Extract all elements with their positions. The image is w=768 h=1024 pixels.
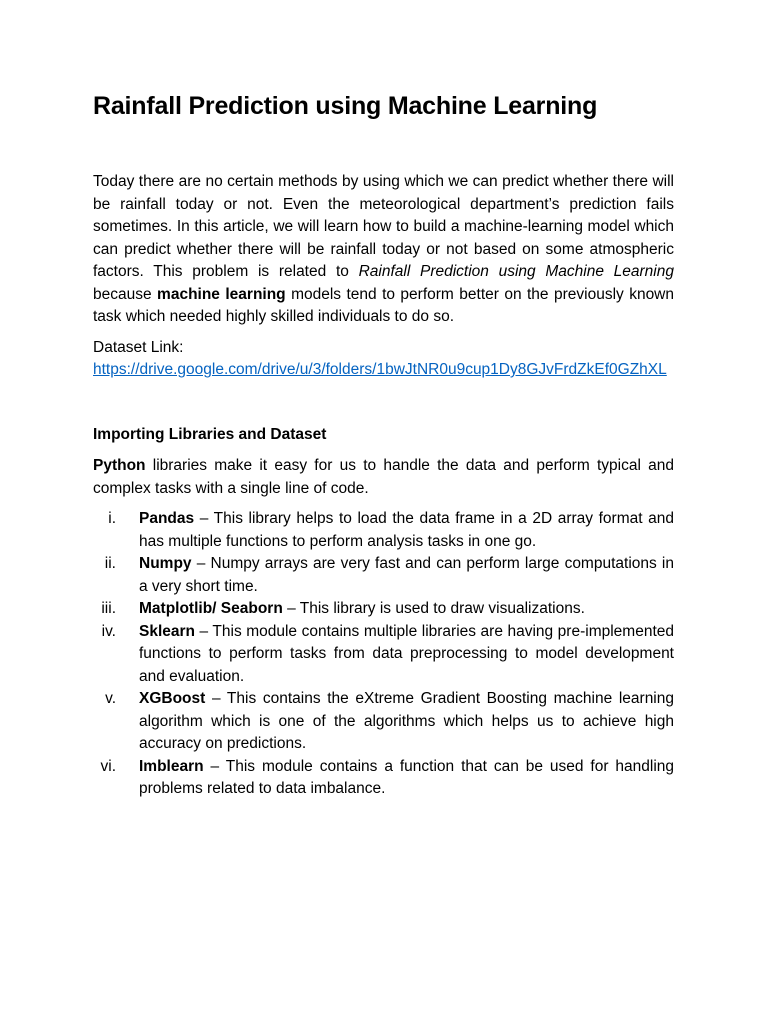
libraries-intro-bold: Python: [93, 457, 146, 474]
libraries-list: [93, 508, 674, 801]
library-description: – This module contains multiple libraries are having pre-implemented functions to perform tasks from data preprocessing to model development and evaluation.: [139, 622, 674, 685]
intro-bold-term: machine learning: [157, 285, 286, 303]
list-item: [93, 756, 674, 801]
list-item: [93, 598, 674, 621]
intro-text-1: Today there are no certain methods by using which we can predict whether there will be rainfall today or not. Even the meteorological department’s prediction fails sometimes. In this article, we will learn how to build a machine-learning model which can predict whether there will be rainfall today or not based on some atmospheric factors. This problem is related to: [93, 173, 674, 280]
libraries-intro: [93, 455, 674, 500]
intro-text-3: models tend to perform better on the previously known task which needed highly skilled individuals to do so.: [93, 285, 674, 325]
dataset-link-label: Dataset Link:: [93, 338, 184, 356]
list-item: [93, 688, 674, 756]
list-item: [93, 553, 674, 598]
list-number: v.: [105, 690, 116, 707]
library-name: Matplotlib/ Seaborn: [139, 600, 283, 617]
library-description: – This library helps to load the data frame in a 2D array format and has multiple functions to perform analysis tasks in one go.: [139, 510, 674, 550]
dataset-link[interactable]: https://drive.google.com/drive/u/3/folders/1bwJtNR0u9cup1Dy8GJvFrdZkEf0GZhXL: [93, 361, 667, 378]
document-title: Rainfall Prediction using Machine Learning: [93, 92, 598, 120]
intro-paragraph: [93, 171, 674, 329]
section-heading: Importing Libraries and Dataset: [93, 425, 327, 443]
intro-text-2: because: [93, 285, 158, 303]
library-name: Sklearn: [139, 622, 196, 640]
libraries-intro-text: libraries make it easy for us to handle the data and perform typical and complex tasks with a single line of code.: [93, 457, 674, 497]
library-name: Pandas: [139, 510, 195, 527]
list-number: iii.: [101, 600, 116, 617]
list-number: iv.: [101, 622, 116, 640]
library-name: XGBoost: [139, 690, 206, 707]
library-description: – This module contains a function that can be used for handling problems related to data imbalance.: [139, 757, 674, 797]
library-name: Imblearn: [139, 757, 204, 775]
library-description: – This library is used to draw visualizations.: [282, 600, 585, 617]
library-description: – This contains the eXtreme Gradient Boosting machine learning algorithm which is one of the algorithms which helps us to achieve high accuracy on predictions.: [139, 690, 674, 752]
library-name: Numpy: [139, 555, 192, 572]
document-body: [93, 88, 674, 801]
dataset-link-line: [93, 359, 674, 382]
library-description: – Numpy arrays are very fast and can perform large computations in a very short time.: [139, 555, 674, 595]
list-number: ii.: [104, 555, 116, 572]
list-item: [93, 508, 674, 553]
list-number: vi.: [100, 757, 116, 775]
intro-italic-term: Rainfall Prediction using Machine Learning: [358, 263, 674, 280]
list-item: [93, 621, 674, 689]
list-number: i.: [108, 510, 116, 527]
